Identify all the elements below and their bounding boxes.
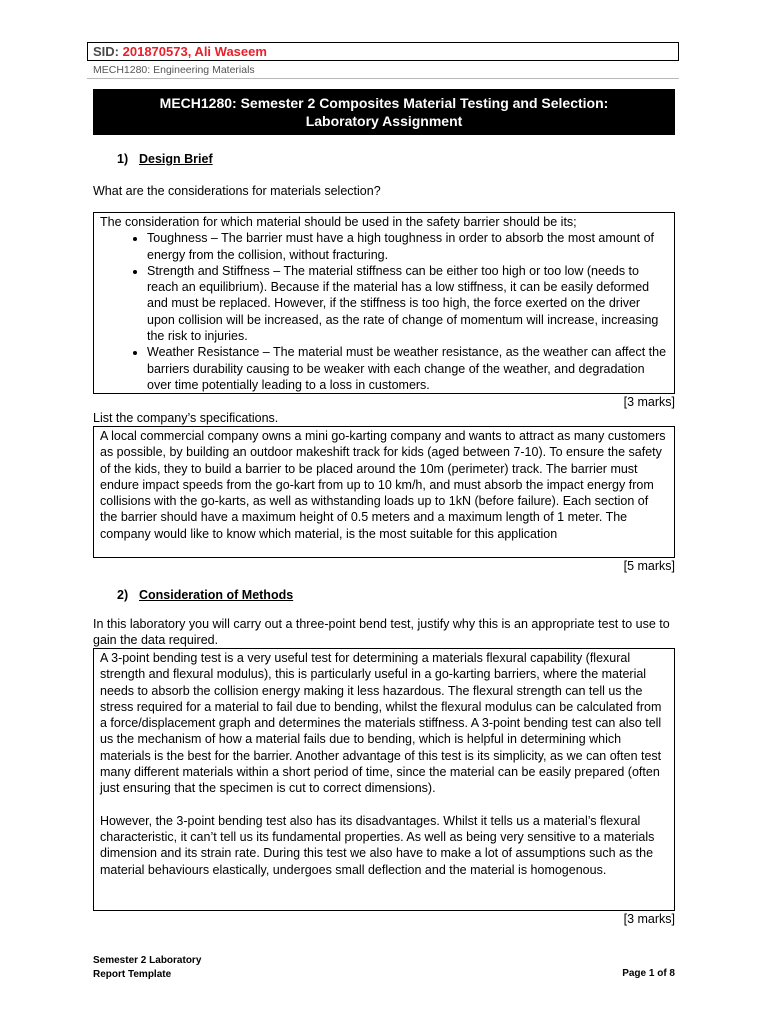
answer-1-1-bullet-toughness: • Toughness – The barrier must have a high toughness in order to absorb the most amount of energy from the collision, without fracturing. xyxy=(147,230,668,263)
question-1-1: What are the considerations for materials selection? xyxy=(93,184,381,198)
answer-box-1-2 xyxy=(93,426,675,558)
marks-1-1: [3 marks] xyxy=(623,395,675,409)
answer-1-1-intro: The consideration for which material should be used in the safety barrier should be its; xyxy=(100,215,577,229)
course-header: MECH1280: Engineering Materials xyxy=(93,64,255,76)
section-2-heading xyxy=(117,588,293,602)
section-1-heading xyxy=(117,152,213,166)
title-line-2: Laboratory Assignment xyxy=(305,113,463,129)
sid-label: SID: xyxy=(93,44,123,59)
answer-2-1-paragraph-2: However, the 3-point bending test also has its disadvantages. Whilst it tells us a material’s flexural characteristic, it can’t tell us its fundamental properties. As well as being very sensitive to a materials dimension and its strain rate. During this test we also have to make a lot of assumptions such as the material behaviours elastically, undergoes small deflection and the material is homogenous. xyxy=(100,813,655,877)
paragraph-spacer xyxy=(100,797,668,813)
answer-2-1-paragraph-1: A 3-point bending test is a very useful test for determining a materials flexural capability (flexural strength and flexural modulus), this is particularly useful in a go-karting barriers, where the material needs to absorb the collision energy making it less hazardous. The flexural strength can tell us the stress required for a material to fail due to bending, whilst the flexural modulus can be calculated from a force/displacement graph and determines the materials stiffness. A 3-point bending test can also tell us the mechanism of how a material fails due to bending, which is helpful in determining which materials is the best for the barrier. Another advantage of this test is its simplicity, as we can often test many different materials within a short period of time, since the material can be easily prepared (often just ensuring that the specimen is cut to correct dimensions). xyxy=(100,651,662,796)
section-2-title: Consideration of Methods xyxy=(139,588,294,602)
page-number: Page 1 of 8 xyxy=(622,968,675,979)
answer-1-2-text: A local commercial company owns a mini go-karting company and wants to attract as many customers as possible, by building an outdoor makeshift track for kids (aged between 7-10). To ensure the safety of the kids, they to build a barrier to be placed around the 10m (perimeter) track. The barrier must endure impact speeds from the go-kart from up to 10 km/h, and must absorb the impact energy from collisions with the go-karts, as well as withstanding loads up to 1kN (before failure). Each section of the barrier should have a maximum height of 0.5 meters and a maximum length of 1 meter. The company would like to know which material, is the most suitable for this application xyxy=(100,429,666,541)
title-banner xyxy=(93,89,675,135)
title-line-1: MECH1280: Semester 2 Composites Material Testing and Selection: xyxy=(159,95,609,111)
section-2-number: 2) xyxy=(117,588,129,602)
footer-left xyxy=(93,954,201,981)
header-divider xyxy=(87,78,679,79)
footer-line-2: Report Template xyxy=(93,968,172,980)
section-1-number: 1) xyxy=(117,152,129,166)
answer-1-1-list xyxy=(100,230,668,393)
answer-1-1-bullet-stiffness: • Strength and Stiffness – The material stiffness can be either too high or too low (needs to reach an equilibrium). Because if the material has a low stiffness, it can be easily deformed and must be replaced. However, if the stiffness is too high, the force exerted on the driver upon collision will be increased, as the rate of change of momentum will increase, increasing the risk to injuries. xyxy=(147,263,668,344)
section-1-title: Design Brief xyxy=(139,152,213,166)
question-1-2: List the company’s specifications. xyxy=(93,411,279,425)
answer-box-2-1 xyxy=(93,648,675,911)
question-2-1: In this laboratory you will carry out a three-point bend test, justify why this is an appropriate test to use to gain the data required. xyxy=(93,617,670,647)
footer-line-1: Semester 2 Laboratory xyxy=(93,955,202,966)
answer-box-1-1 xyxy=(93,212,675,394)
marks-2-1: [3 marks] xyxy=(623,912,675,926)
student-id-box xyxy=(87,42,679,61)
sid-value: 201870573, Ali Waseem xyxy=(122,44,267,59)
marks-1-2: [5 marks] xyxy=(623,559,675,573)
answer-1-1-bullet-weather: • Weather Resistance – The material must be weather resistance, as the weather can affect the barriers durability causing to be weaker with each change of the weather, and degradation over time potentially leading to a loss in customers. xyxy=(147,344,668,393)
